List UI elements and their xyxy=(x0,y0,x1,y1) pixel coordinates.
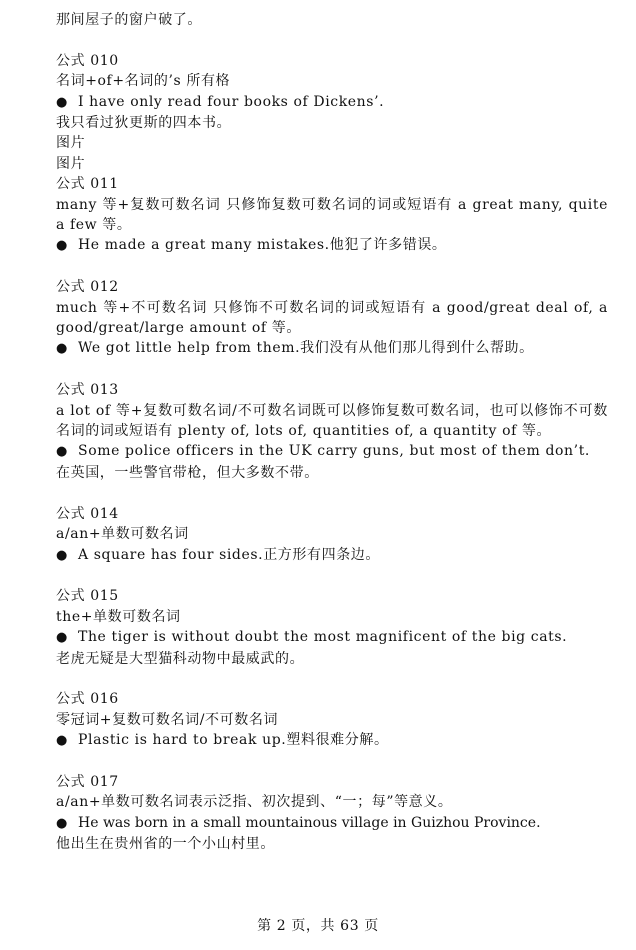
image-placeholder-2: 图片 xyxy=(56,155,86,172)
bullet-icon: ● xyxy=(56,238,68,254)
image-placeholder-1: 图片 xyxy=(56,135,86,152)
formula-017-translation: 他出生在贵州省的一个小山村里。 xyxy=(56,836,275,853)
formula-011-example-line xyxy=(56,235,608,256)
page-footer: 第 2 页，共 63 页 xyxy=(257,918,379,934)
formula-013-example-line xyxy=(56,441,608,462)
formula-015-example-line xyxy=(56,627,608,648)
formula-014-example-line xyxy=(56,545,608,566)
formula-016-example-line xyxy=(56,730,608,751)
formula-013-example: Some police officers in the UK carry guns, but most of them don’t. xyxy=(78,443,590,460)
bullet-icon: ● xyxy=(56,815,68,831)
spacer xyxy=(56,360,608,380)
formula-015-title: 公式 015 xyxy=(56,588,119,605)
intro-text: 那间屋子的窗户破了。 xyxy=(56,12,202,28)
spacer xyxy=(56,669,608,689)
spacer xyxy=(56,752,608,772)
bullet-icon: ● xyxy=(56,341,68,357)
formula-017-example-line xyxy=(56,813,608,834)
spacer xyxy=(56,30,608,50)
spacer xyxy=(56,566,608,586)
formula-016-title: 公式 016 xyxy=(56,691,119,708)
formula-017-example: He was born in a small mountainous village in Guizhou Province. xyxy=(78,814,541,831)
formula-013-rule: a lot of 等+复数可数名词/不可数名词既可以修饰复数可数名词，也可以修饰不可数名词的词或短语有 plenty of, lots of, quantities of, a quantity of 等。 xyxy=(56,402,608,440)
formula-017-title: 公式 017 xyxy=(56,773,119,790)
formula-011-rule: many 等+复数可数名词 只修饰复数可数名词的词或短语有 a great many, quite a few 等。 xyxy=(56,196,614,234)
formula-011-example: He made a great many mistakes.他犯了许多错误。 xyxy=(78,237,447,254)
formula-010-title: 公式 010 xyxy=(56,52,119,69)
formula-010-example-line xyxy=(56,92,608,113)
formula-012-example-line xyxy=(56,338,608,359)
formula-015-rule: the+单数可数名词 xyxy=(56,608,181,625)
formula-014-title: 公式 014 xyxy=(56,505,119,522)
formula-012-title: 公式 012 xyxy=(56,279,119,296)
bullet-icon: ● xyxy=(56,547,68,563)
formula-011-title: 公式 011 xyxy=(56,176,119,193)
formula-010-example: I have only read four books of Dickens’. xyxy=(78,93,385,110)
spacer xyxy=(56,257,608,277)
formula-010-translation: 我只看过狄更斯的四本书。 xyxy=(56,115,232,132)
formula-015-translation: 老虎无疑是大型猫科动物中最威武的。 xyxy=(56,650,305,667)
formula-010-rule: 名词+of+名词的’s 所有格 xyxy=(56,73,231,90)
formula-016-example: Plastic is hard to break up.塑料很难分解。 xyxy=(78,732,389,749)
bullet-icon: ● xyxy=(56,630,68,646)
formula-013-title: 公式 013 xyxy=(56,382,119,399)
formula-012-rule: much 等+不可数名词 只修饰不可数名词的词或短语有 a good/great deal of, a good/great/large amount of 等。 xyxy=(56,299,614,337)
bullet-icon: ● xyxy=(56,94,68,110)
bullet-icon: ● xyxy=(56,733,68,749)
document-page xyxy=(56,10,614,855)
formula-017-rule: a/an+单数可数名词表示泛指、初次提到、“一；每”等意义。 xyxy=(56,794,453,811)
spacer xyxy=(56,483,608,503)
formula-016-rule: 零冠词+复数可数名词/不可数名词 xyxy=(56,711,279,728)
formula-013-translation: 在英国，一些警官带枪，但大多数不带。 xyxy=(56,464,319,481)
bullet-icon: ● xyxy=(56,444,68,460)
formula-015-example: The tiger is without doubt the most magnificent of the big cats. xyxy=(78,629,568,646)
formula-014-rule: a/an+单数可数名词 xyxy=(56,526,189,543)
formula-014-example: A square has four sides.正方形有四条边。 xyxy=(78,546,381,563)
formula-012-example: We got little help from them.我们没有从他们那儿得到什么帮助。 xyxy=(78,340,534,357)
